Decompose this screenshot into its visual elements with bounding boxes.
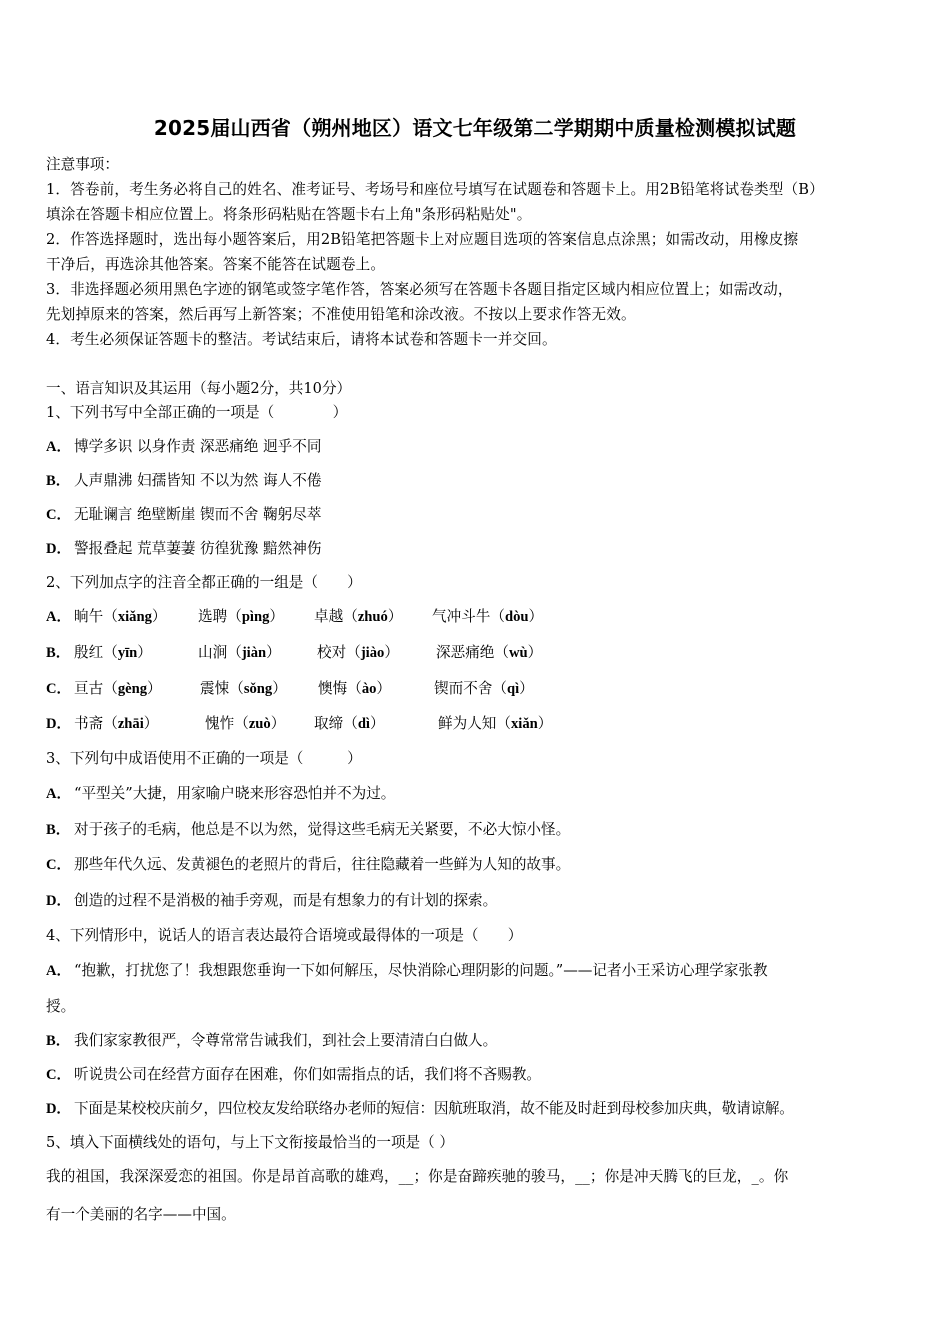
option-d <box>46 889 497 910</box>
pinyin-item: 鲜为人知（xiǎn） <box>438 715 553 732</box>
notice-line: 2．作答选择题时，选出每小题答案后，用2B铅笔把答题卡上对应题目选项的答案信息点涂黑；如需改动，用橡皮擦 <box>46 231 799 248</box>
option-label: B． <box>46 1033 71 1049</box>
option-continuation: 授。 <box>46 998 76 1015</box>
option-text: 听说贵公司在经营方面存在困难，你们如需指点的话，我们将不吝赐教。 <box>74 1066 542 1083</box>
notice-line: 1．答卷前，考生务必将自己的姓名、准考证号、考场号和座位号填写在试题卷和答题卡上。用2B铅笔将试卷类型（B） <box>46 181 824 198</box>
option-text: 下面是某校校庆前夕，四位校友发给联络办老师的短信：因航班取消，故不能及时赶到母校参加庆典，敬请谅解。 <box>74 1100 794 1117</box>
option-label: A． <box>46 609 72 625</box>
option-text: “平型关”大捷，用家喻户晓来形容恐怕并不为过。 <box>74 785 396 802</box>
passage-line: 我的祖国，我深深爱恋的祖国。你是昂首高歌的雄鸡，__；你是奋蹄疾驰的骏马，__；你是冲天腾飞的巨龙，_。你 <box>46 1168 789 1185</box>
option-a <box>46 782 395 803</box>
option-text: 博学多识 以身作责 深恶痛绝 迥乎不同 <box>74 438 322 455</box>
option-a <box>46 605 74 626</box>
option-label: C． <box>46 507 72 523</box>
pinyin-item: 卓越（zhuó） <box>314 608 403 625</box>
option-label: D． <box>46 1101 71 1117</box>
option-c <box>46 853 570 874</box>
option-d <box>46 1097 794 1118</box>
question-stem: 5、填入下面横线处的语句，与上下文衔接最恰当的一项是（ ） <box>46 1134 454 1151</box>
notice-line: 3．非选择题必须用黑色字迹的钢笔或签字笔作答，答案必须写在答题卡各题目指定区域内相应位置上；如需改动， <box>46 281 793 298</box>
option-a <box>46 435 321 456</box>
option-c <box>46 1063 541 1084</box>
option-label: D． <box>46 541 72 557</box>
option-label: D． <box>46 716 72 732</box>
question-stem: 2、下列加点字的注音全都正确的一组是（ ） <box>46 574 362 591</box>
option-b <box>46 641 74 662</box>
option-label: D． <box>46 893 72 909</box>
option-label: B． <box>46 473 71 489</box>
option-a <box>46 959 768 980</box>
notice-line: 先划掉原来的答案，然后再写上新答案；不准使用铅笔和涂改液。不按以上要求作答无效。 <box>46 306 636 323</box>
pinyin-item: 懊悔（ào） <box>318 680 392 697</box>
option-label: B． <box>46 822 71 838</box>
option-text: 警报叠起 荒草萋萋 彷徨犹豫 黯然神伤 <box>74 540 322 557</box>
option-label: C． <box>46 857 72 873</box>
option-b <box>46 1029 497 1050</box>
option-b <box>46 469 321 490</box>
option-text: 创造的过程不是消极的袖手旁观，而是有想象力的有计划的探索。 <box>74 892 498 909</box>
page-title: 2025届山西省（朔州地区）语文七年级第二学期期中质量检测模拟试题 <box>153 116 797 140</box>
option-label: A． <box>46 439 72 455</box>
option-label: A． <box>46 963 72 979</box>
question-stem: 4、下列情形中，说话人的语言表达最符合语境或最得体的一项是（ ） <box>46 927 523 944</box>
option-text: “抱歉，打扰您了！我想跟您垂询一下如何解压，尽快消除心理阴影的问题。”——记者小王采访心理学家张教 <box>74 962 768 979</box>
notice-line: 干净后，再选涂其他答案。答案不能答在试题卷上。 <box>46 256 386 273</box>
question-stem: 3、下列句中成语使用不正确的一项是（ ） <box>46 750 362 767</box>
pinyin-item: 山涧（jiàn） <box>198 644 281 661</box>
pinyin-item: 深恶痛绝（wù） <box>436 644 543 661</box>
pinyin-item: 锲而不舍（qì） <box>434 680 534 697</box>
pinyin-item: 校对（jiào） <box>317 644 399 661</box>
option-c <box>46 677 74 698</box>
pinyin-item: 震悚（sǒng） <box>200 680 287 697</box>
option-label: C． <box>46 1067 72 1083</box>
pinyin-item: 书斋（zhāi） <box>74 715 159 732</box>
question-stem: 1、下列书写中全部正确的一项是（ ） <box>46 404 348 421</box>
option-text: 对于孩子的毛病，他总是不以为然，觉得这些毛病无关紧要，不必大惊小怪。 <box>74 821 571 838</box>
option-d <box>46 537 321 558</box>
passage-line: 有一个美丽的名字——中国。 <box>46 1206 236 1223</box>
notice-line: 4．考生必须保证答题卡的整洁。考试结束后，请将本试卷和答题卡一并交回。 <box>46 331 557 348</box>
notice-heading: 注意事项： <box>46 156 119 173</box>
pinyin-item: 亘古（gèng） <box>74 680 162 697</box>
option-b <box>46 818 570 839</box>
pinyin-item: 选聘（pìng） <box>198 608 285 625</box>
option-label: C． <box>46 681 72 697</box>
pinyin-item: 取缔（dì） <box>314 715 385 732</box>
option-c <box>46 503 321 524</box>
option-text: 我们家家教很严，令尊常常告诫我们，到社会上要清清白白做人。 <box>74 1032 498 1049</box>
option-d <box>46 712 74 733</box>
option-text: 人声鼎沸 妇孺皆知 不以为然 诲人不倦 <box>74 472 322 489</box>
pinyin-item: 殷红（yīn） <box>74 644 152 661</box>
pinyin-item: 晌午（xiǎng） <box>74 608 167 625</box>
option-label: A． <box>46 786 72 802</box>
pinyin-item: 气冲斗牛（dòu） <box>432 608 544 625</box>
option-text: 无耻谰言 绝壁断崖 锲而不舍 鞠躬尽萃 <box>74 506 322 523</box>
notice-line: 填涂在答题卡相应位置上。将条形码粘贴在答题卡右上角"条形码粘贴处"。 <box>46 206 532 223</box>
section-heading: 一、语言知识及其运用（每小题2分，共10分） <box>46 380 352 397</box>
option-text: 那些年代久远、发黄褪色的老照片的背后，往往隐藏着一些鲜为人知的故事。 <box>74 856 571 873</box>
pinyin-item: 愧怍（zuò） <box>205 715 286 732</box>
option-label: B． <box>46 645 71 661</box>
